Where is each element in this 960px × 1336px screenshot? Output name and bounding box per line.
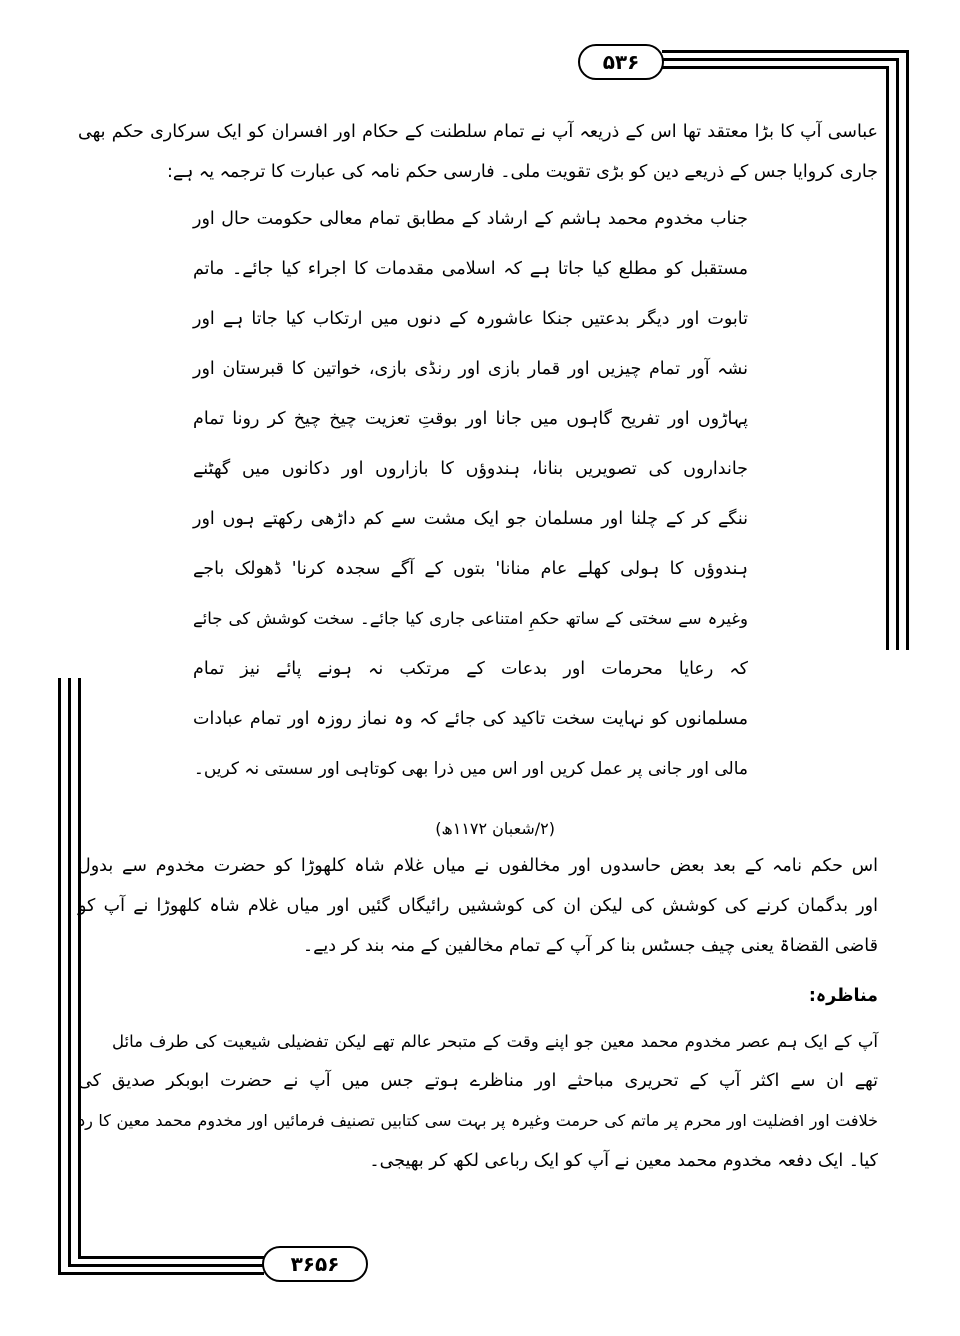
frame-bottom-line-outer [58,1272,264,1275]
text-line: اس حکم نامہ کے بعد بعض حاسدوں اور مخالفوں نے میاں غلام شاہ کلھوڑا کو حضرت مخدوم سے بدول [78,856,878,876]
text-line: عباسی آپ کا بڑا معتقد تھا اس کے ذریعہ آپ نے تمام سلطنت کے حکام اور افسران کو ایک سرکاری حکم بھی [78,122,878,142]
quote-line: ننگے کر کے چلنا اور مسلمان جو ایک مشت سے کم داڑھی رکھتے ہوں اور [193,509,748,529]
quote-line: مستقبل کو مطلع کیا جاتا ہے کہ اسلامی مقدمات کا اجراء کیا جائے۔ ماتم [193,259,748,279]
text-line: خلافت اور افضلیت اور محرم پر ماتم کی حرمت وغیرہ پر بہت سی کتابیں تصنیف فرمائیں اور مخدوم محمد معین کا رد [78,1111,878,1130]
quote-line: جناب مخدوم محمد ہاشم کے ارشاد کے مطابق تمام معالی حکومت حال اور [193,209,748,229]
frame-top-line-outer [662,50,908,53]
text-line: کیا۔ ایک دفعہ مخدوم محمد معین نے آپ کو ایک رباعی لکھ کر بھیجی۔ [369,1151,878,1171]
page-number-bottom: ۳۶۵۶ [262,1246,368,1282]
frame-right-line-outer [906,50,909,650]
frame-bottom-line-inner [78,1256,264,1259]
quote-line: جانداروں کی تصویریں بنانا، ہندوؤں کا بازاروں اور دکانوں میں گھٹنے [193,459,748,479]
quote-line: کہ رعایا محرمات اور بدعات کے مرتکب نہ ہونے پائے نیز تمام [193,659,748,679]
quote-line: ہندوؤں کا ہولی کھلے عام منانا' بتوں کے آگے سجدہ کرنا' ڈھولک باجے [193,559,748,579]
quote-line: نشہ آور تمام چیزیں اور قمار بازی اور رنڈی بازی، خواتین کا قبرستان اور [193,359,748,379]
frame-bottom-line-middle [68,1264,264,1267]
section-heading: مناظرہ: [808,986,878,1006]
quote-line: تابوت اور دیگر بدعتیں جنکا عاشورہ کے دنوں میں ارتکاب کیا جاتا ہے اور [193,309,748,329]
frame-right-line-inner [886,66,889,650]
frame-right-line-middle [896,58,899,650]
page-number-top: ۵۳۶ [578,44,664,80]
frame-left-line-middle [68,678,71,1264]
text-line: آپ کے ایک ہم عصر مخدوم محمد معین جو اپنے وقت کے متبحر عالم تھے لیکن تفضیلی شیعیت کی طرف مائل [112,1032,878,1051]
quote-line: پہاڑوں اور تفریح گاہوں میں جانا اور بوقتِ تعزیت چیخ چیخ کر رونا تمام [193,409,748,429]
text-line: جاری کروایا جس کے ذریعے دین کو بڑی تقویت ملی۔ فارسی حکم نامہ کی عبارت کا ترجمہ یہ ہے: [166,162,878,182]
quote-line: مالی اور جانی پر عمل کریں اور اس میں ذرا بھی کوتاہی اور سستی نہ کریں۔ [193,759,748,779]
quote-line: مسلمانوں کو نہایت سخت تاکید کی جائے کہ وہ نماز روزہ اور تمام عبادات [193,709,748,729]
quote-line: وغیرہ سے سختی کے ساتھ حکمِ امتناعی جاری کیا جائے۔ سخت کوشش کی جائے [193,609,748,628]
text-line: تھے ان سے اکثر آپ کے تحریری مباحثے اور مناظرے ہوتے جس میں آپ نے حضرت ابوبکر صدیق کی [78,1071,878,1091]
frame-top-line-middle [662,58,898,61]
text-line: اور بدگمان کرنے کی کوشش کی لیکن ان کی کوششیں رائیگاں گئیں اور میاں غلام شاہ کلھوڑا نے آپ کو [78,896,878,916]
text-line: قاضی القضاۃ یعنی چیف جسٹس بنا کر آپ کے تمام مخالفین کے منہ بند کر دیے۔ [302,936,878,956]
frame-top-line-inner [662,66,888,69]
frame-left-line-outer [58,678,61,1272]
decree-date: (۲/شعبان ۱۱۷۲ھ) [435,819,555,838]
